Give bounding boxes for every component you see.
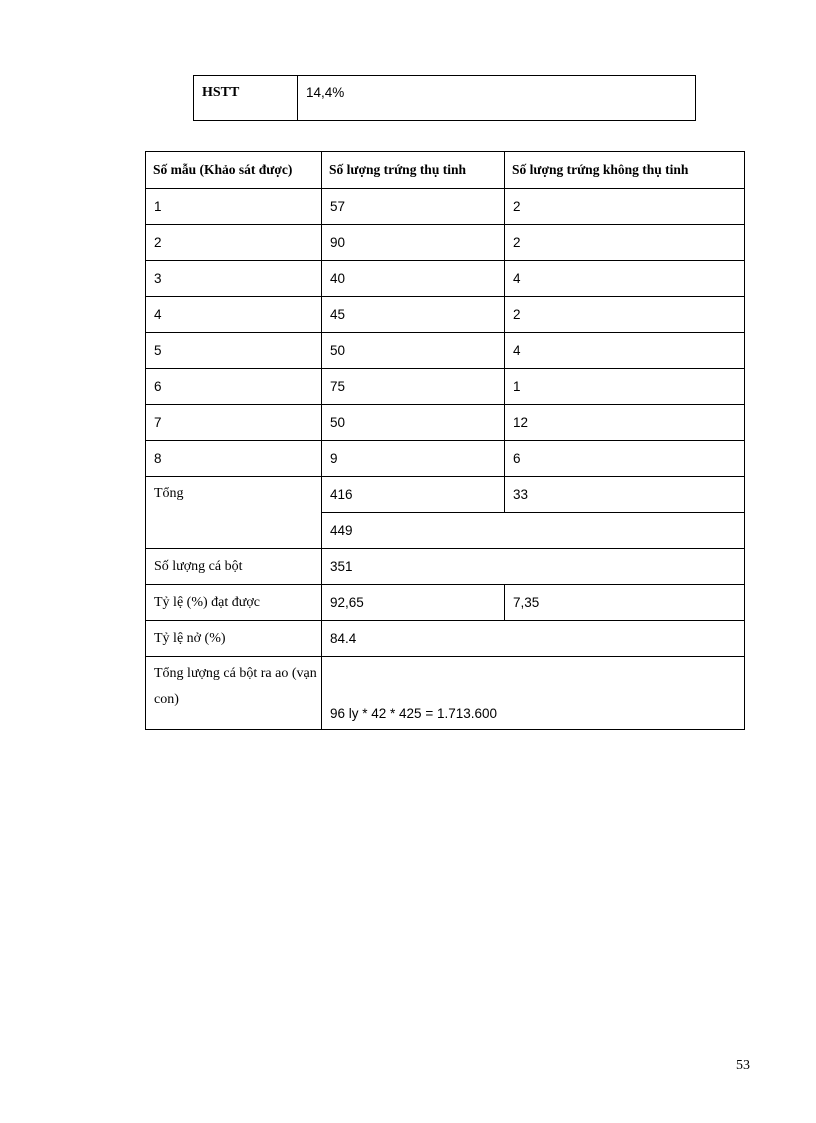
table-row [146, 369, 745, 405]
rate-unfertilized: 7,35 [505, 585, 745, 621]
output-label: Tổng lượng cá bột ra ao (vạn con) [146, 657, 322, 730]
unfertilized-count: 2 [505, 297, 745, 333]
output-value: 96 ly * 42 * 425 = 1.713.600 [322, 657, 745, 730]
total-fertilized: 416 [322, 477, 505, 513]
fry-label: Số lượng cá bột [146, 549, 322, 585]
sample-number: 2 [146, 225, 322, 261]
total-row [146, 477, 745, 513]
egg-survey-table [145, 151, 745, 730]
table-body [146, 189, 745, 477]
fertilized-count: 50 [322, 405, 505, 441]
output-row [146, 657, 745, 730]
unfertilized-count: 2 [505, 189, 745, 225]
rate-label: Tỷ lệ (%) đạt được [146, 585, 322, 621]
table-header-row [146, 152, 745, 189]
page-number: 53 [736, 1058, 750, 1073]
fry-value: 351 [322, 549, 745, 585]
rate-row [146, 585, 745, 621]
sample-number: 4 [146, 297, 322, 333]
table-row [146, 261, 745, 297]
header-fertilized: Số lượng trứng thụ tinh [322, 152, 505, 189]
sample-number: 6 [146, 369, 322, 405]
table-row [146, 297, 745, 333]
fertilized-count: 40 [322, 261, 505, 297]
sample-number: 5 [146, 333, 322, 369]
table-row [146, 333, 745, 369]
sample-number: 7 [146, 405, 322, 441]
hstt-value: 14,4% [298, 76, 696, 121]
unfertilized-count: 4 [505, 333, 745, 369]
sample-number: 3 [146, 261, 322, 297]
fertilized-count: 9 [322, 441, 505, 477]
sample-number: 1 [146, 189, 322, 225]
hstt-table [193, 75, 696, 121]
unfertilized-count: 4 [505, 261, 745, 297]
header-sample: Số mẫu (Khảo sát được) [146, 152, 322, 189]
hatch-row [146, 621, 745, 657]
fertilized-count: 57 [322, 189, 505, 225]
hstt-row [194, 76, 696, 121]
total-label: Tổng [146, 477, 322, 549]
unfertilized-count: 1 [505, 369, 745, 405]
fertilized-count: 75 [322, 369, 505, 405]
table-row [146, 405, 745, 441]
sample-number: 8 [146, 441, 322, 477]
fertilized-count: 90 [322, 225, 505, 261]
hatch-value: 84.4 [322, 621, 745, 657]
hatch-label: Tỷ lệ nở (%) [146, 621, 322, 657]
total-all: 449 [322, 513, 745, 549]
unfertilized-count: 6 [505, 441, 745, 477]
fertilized-count: 45 [322, 297, 505, 333]
unfertilized-count: 2 [505, 225, 745, 261]
header-unfertilized: Số lượng trứng không thụ tinh [505, 152, 745, 189]
rate-fertilized: 92,65 [322, 585, 505, 621]
table-row [146, 189, 745, 225]
unfertilized-count: 12 [505, 405, 745, 441]
hstt-label: HSTT [194, 76, 298, 121]
fertilized-count: 50 [322, 333, 505, 369]
table-row [146, 225, 745, 261]
table-row [146, 441, 745, 477]
total-unfertilized: 33 [505, 477, 745, 513]
fry-row [146, 549, 745, 585]
